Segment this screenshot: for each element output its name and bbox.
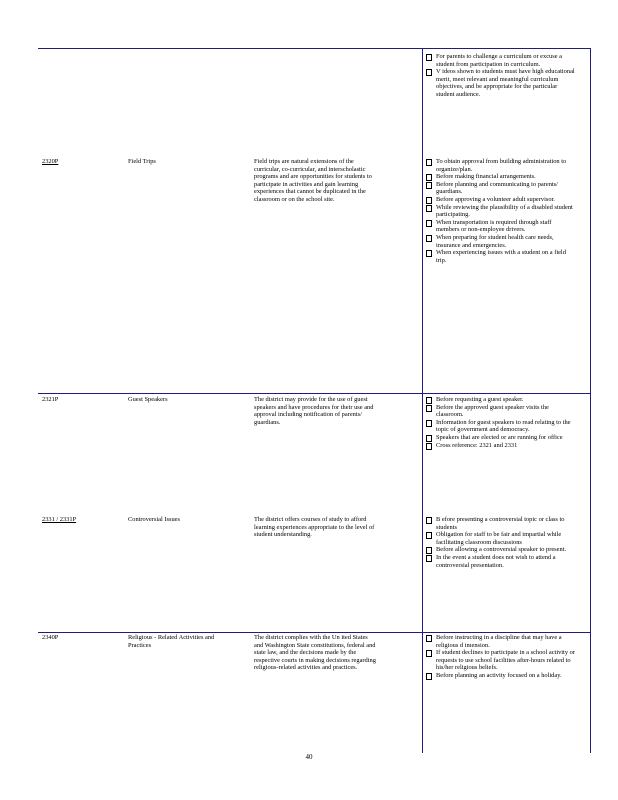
checkbox-icon [426,159,432,166]
list-item: If student declines to participate in a school activity or requests to use school facilities after-hours related to his/her religious beliefs. [426,649,576,672]
checkbox-icon [426,555,432,562]
controversial-issues-bullet-list [426,516,576,569]
list-item: For parents to challenge a curriculum or excuse a student from participation in curriculum. [426,53,576,68]
checkbox-icon [426,532,432,539]
list-item: In the event a student does not wish to attend a controversial presentation. [426,554,576,569]
list-item: B efore presenting a controversial topic or class to students [426,516,576,531]
policy-title: Controversial Issues [128,516,181,523]
policy-description: Field trips are natural extensions of the curricular, co-curricular, and interscholastic programs and are opportunities for students to participate in activities and gain learning experiences that cannot be duplicated in the classroom or on the school site. [254,158,372,203]
list-item: Before requesting a guest speaker. [426,396,576,404]
list-item: Information for guest speakers to read relating to the topic of government and democracy. [426,419,576,434]
policy-description: The district offers courses of study to afford learning experiences appropriate to the level of student understanding. [254,516,375,539]
policy-title: Guest Speakers [128,396,168,403]
list-item: While reviewing the plausibility of a disabled student participating. [426,204,576,219]
page-number: 40 [305,753,313,761]
table-top-border [38,48,591,49]
table-right-border [590,48,591,753]
checkbox-icon [426,182,432,189]
checkbox-icon [426,673,432,680]
list-item: Before the approved guest speaker visits the classroom. [426,404,576,419]
row-divider-2 [38,632,591,633]
checkbox-icon [426,443,432,450]
list-item: Cross reference: 2321 and 2331 [426,442,576,450]
checkbox-icon [426,220,432,227]
checkbox-icon [426,405,432,412]
policy-code: 2331 / 2331P [42,516,77,523]
checkbox-icon [426,650,432,657]
list-item: Before approving a volunteer adult supervisor. [426,196,576,204]
checkbox-icon [426,54,432,61]
list-item: Before instructing in a discipline that may have a religious d imension. [426,634,576,649]
row-divider-1 [38,393,591,394]
checkbox-icon [426,205,432,212]
list-item: Before allowing a controversial speaker to present. [426,546,576,554]
policy-description: The district may provide for the use of guest speakers and have procedures for their use and approval including notification of parents/ guardians. [254,396,374,426]
policy-description: The district complies with the Un ited States and Washington State constitutions, federal and state law, and the decisions made by the respective courts in making decisions regarding religious-related activities and practices. [254,634,376,672]
policy-code: 2340P [42,634,59,641]
checkbox-icon [426,420,432,427]
list-item: Before making financial arrangements. [426,173,576,181]
checkbox-icon [426,235,432,242]
religious-activities-bullet-list [426,634,576,680]
list-item: Obligation for staff to be fair and impartial while facilitating classroom discussions [426,531,576,546]
top-bullet-list [426,53,576,99]
list-item: Before planning and communicating to parents/ guardians. [426,181,576,196]
list-item: To obtain approval from building administration to organize/plan. [426,158,576,173]
list-item: Speakers that are elected or are running for office [426,434,576,442]
policy-title: Religious - Related Activities and Practices [128,634,215,649]
checkbox-icon [426,250,432,257]
policy-code: 2320P [42,158,59,165]
column-divider [422,48,423,753]
list-item: When transportation is required through staff members or non-employee drivers. [426,219,576,234]
guest-speakers-bullet-list [426,396,576,449]
list-item: V ideos shown to students must have high educational merit, meet relevant and meaningful curriculum objectives, and be appropriate for the particular student audience. [426,68,576,98]
list-item: Before planning an activity focused on a holiday. [426,672,576,680]
list-item: When experiencing issues with a student on a field trip. [426,249,576,264]
field-trips-bullet-list [426,158,576,264]
list-item: When preparing for student health care needs, insurance and emergencies. [426,234,576,249]
checkbox-icon [426,517,432,524]
policy-code: 2321P [42,396,59,403]
policy-title: Field Trips [128,158,156,165]
checkbox-icon [426,69,432,76]
checkbox-icon [426,635,432,642]
